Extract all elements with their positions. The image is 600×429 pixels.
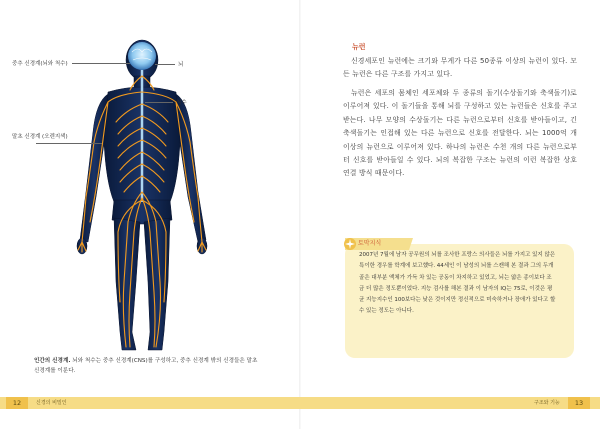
left-running-head: 신경의 비밀인 [36, 400, 67, 406]
caption-text: 뇌와 척수는 중추 신경계(CNS)를 구성하고, 중추 신경계 밖의 신경들은 말초 신경계를 이룬다. [34, 358, 258, 374]
caption-bold: 인간의 신경계. [34, 358, 71, 364]
section-title: 뉴런 [352, 43, 366, 51]
left-page-number: 12 [6, 397, 28, 409]
callout-spinal-cord: 척수 [176, 100, 187, 106]
callout-peripheral-nervous-system: 말초 신경계 (오렌지색) [12, 134, 68, 140]
callout-line-brain [155, 64, 175, 65]
nervous-system-illustration [38, 32, 270, 357]
left-footer-bar [0, 397, 300, 409]
trivia-tag-label: 토막지식 [358, 240, 382, 247]
book-gutter [299, 0, 301, 429]
callout-brain: 뇌 [178, 62, 184, 68]
trivia-box-text: 2007년 7월에 남자 공무원의 뇌를 조사한 프랑스 의사들은 뇌를 가지고 있지 않은 특이한 경우를 학계에 보고했다. 44세인 이 남성의 뇌를 스캔해 본 결과 그의 두개골은 대부분 액체가 가득 차 있는 공동이 차지하고 있었고, 뇌는 얇은 종이보다 조금 더 많은 정도뿐이었다. 지능 검사를 해본 결과 이 남자의 IQ는 75로, 이것은 평균 지능지수인 100보다는 낮은 것이지만 정신적으로 미숙하거나 장애가 있다고 할 수 있는 정도는 아니다. [359, 252, 556, 315]
callout-line-spinal-cord [145, 102, 173, 103]
figure-caption [34, 357, 264, 376]
callout-line-peripheral [36, 143, 102, 144]
right-page-number: 13 [568, 397, 590, 409]
sparkle-icon [345, 239, 355, 249]
callout-central-nervous-system: 중추 신경계(뇌와 척수) [12, 61, 68, 67]
callout-line-central [72, 63, 130, 64]
right-running-head: 구조와 기능 [534, 400, 560, 406]
right-footer-bar [300, 397, 600, 409]
brain-shape [128, 42, 156, 70]
paragraph-2: 뉴런은 세포의 몸체인 세포체와 두 종류의 돌기(수상돌기와 축색돌기)로 이루어져 있다. 이 돌기들을 통해 뇌를 구성하고 있는 뉴런들은 신호를 주고받는다. 나무 모양의 수상돌기는 다른 뉴런으로부터 신호를 받아들이고, 긴 축색돌기는 인접해 있는 다른 뉴런으로 신호를 전달한다. 뇌는 1000억 개 이상의 뉴런으로 이루어져 있다. 하나의 뉴런은 수천 개의 다른 뉴런으로부터 신호를 받아들일 수 있다. 뇌의 복잡한 구조는 뉴런의 이런 복잡한 상호 연결 방식 때문이다. [343, 89, 577, 178]
trivia-box [339, 234, 574, 358]
paragraph-1: 신경세포인 뉴런에는 크기와 무게가 다른 50종류 이상의 뉴런이 있다. 모든 뉴런은 다른 구조를 가지고 있다. [343, 57, 577, 79]
